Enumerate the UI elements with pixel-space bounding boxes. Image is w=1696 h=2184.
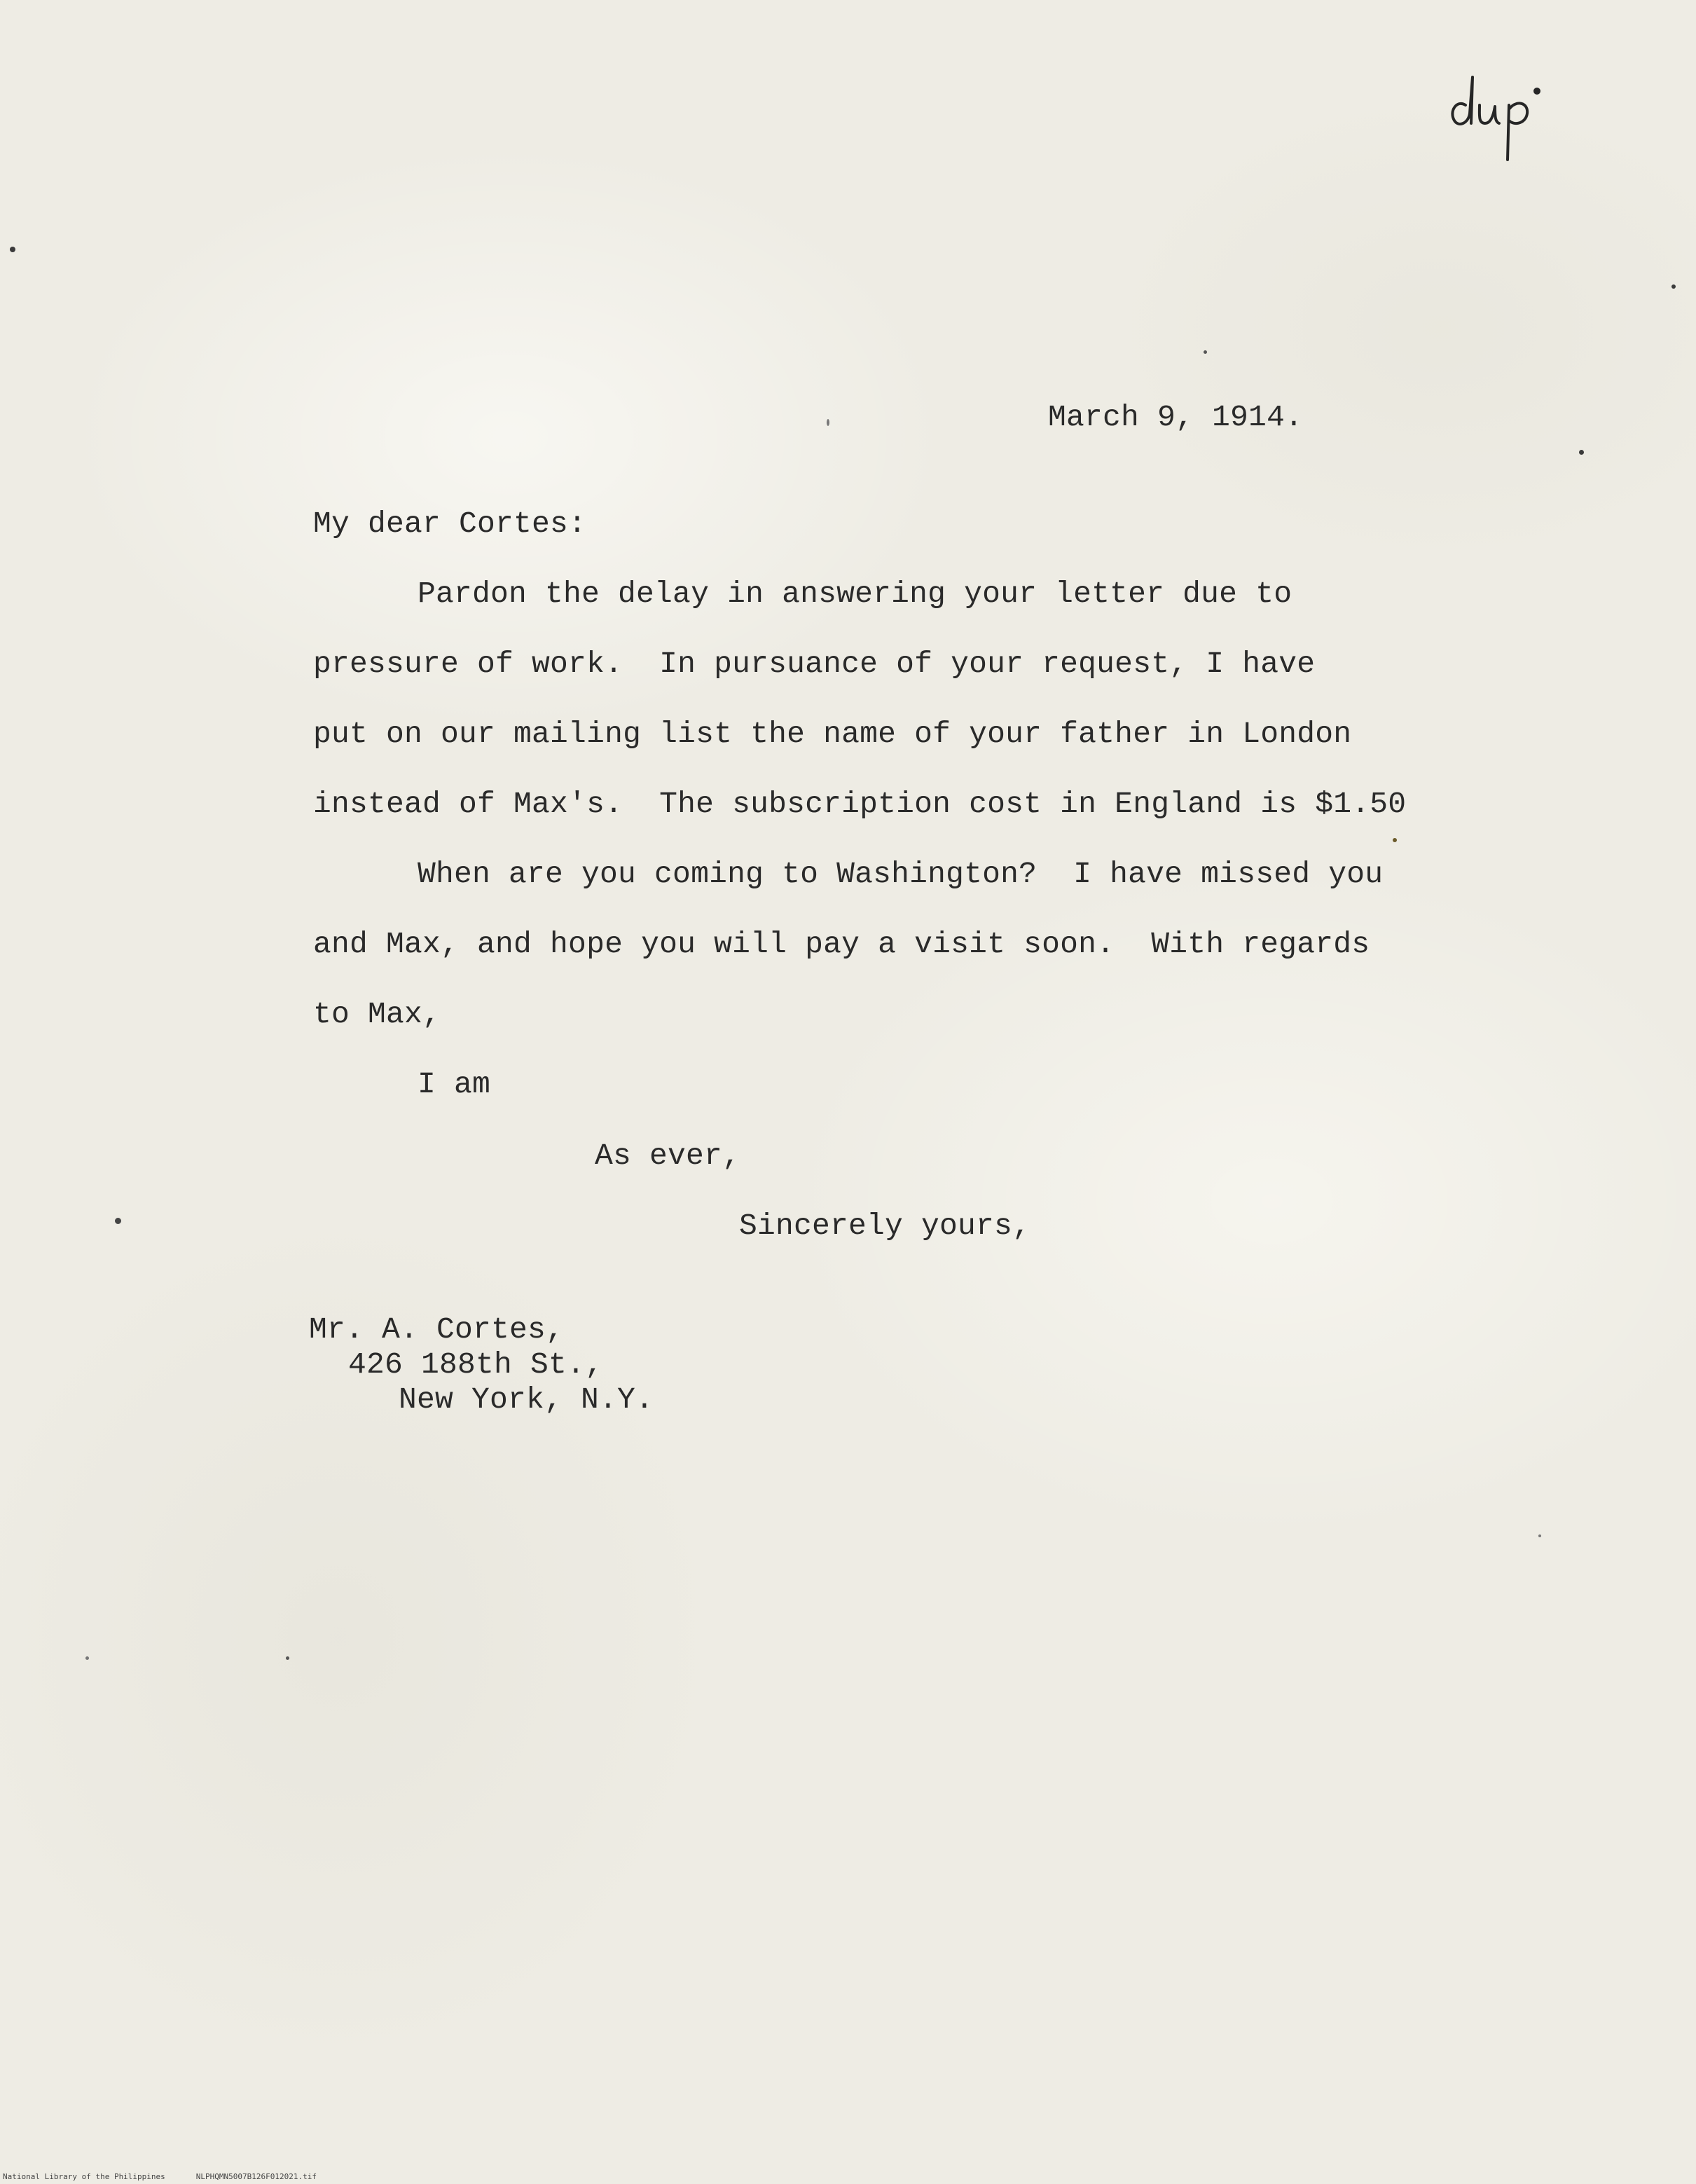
address-city: New York, N.Y. xyxy=(399,1382,654,1417)
paper-speck xyxy=(286,1656,289,1660)
handwritten-annotation xyxy=(1445,56,1571,161)
footer-filename: NLPHQMN5007B126F012021.tif xyxy=(195,2172,317,2181)
body-line: pressure of work. In pursuance of your request, I have xyxy=(313,647,1316,681)
paper-speck xyxy=(1579,450,1584,455)
closing-sincerely: Sincerely yours, xyxy=(739,1209,1031,1243)
body-line: Pardon the delay in answering your letter due to xyxy=(418,577,1292,611)
body-line: put on our mailing list the name of your father in London xyxy=(313,717,1352,751)
address-street: 426 188th St., xyxy=(348,1347,604,1382)
scan-footer xyxy=(3,2173,347,2180)
paper-speck xyxy=(10,247,15,252)
paper-speck xyxy=(85,1656,89,1660)
closing-as-ever: As ever, xyxy=(595,1139,741,1173)
footer-institution: National Library of the Philippines xyxy=(3,2172,165,2181)
paper-speck xyxy=(1204,350,1207,354)
letter-salutation: My dear Cortes: xyxy=(313,507,587,541)
body-line: and Max, and hope you will pay a visit soon. With regards xyxy=(313,927,1370,961)
body-line: When are you coming to Washington? I have missed you xyxy=(418,857,1384,891)
body-line: to Max, xyxy=(313,997,441,1031)
paper-speck xyxy=(1393,838,1397,842)
paper-speck xyxy=(115,1218,121,1224)
closing-line: I am xyxy=(418,1067,491,1101)
letter-date: March 9, 1914. xyxy=(1048,400,1304,434)
body-line: instead of Max's. The subscription cost in England is $1.50 xyxy=(313,787,1407,821)
paper-speck xyxy=(1671,284,1676,289)
address-name: Mr. A. Cortes, xyxy=(309,1312,565,1347)
paper-speck xyxy=(1538,1534,1541,1537)
paper-speck xyxy=(827,419,829,426)
